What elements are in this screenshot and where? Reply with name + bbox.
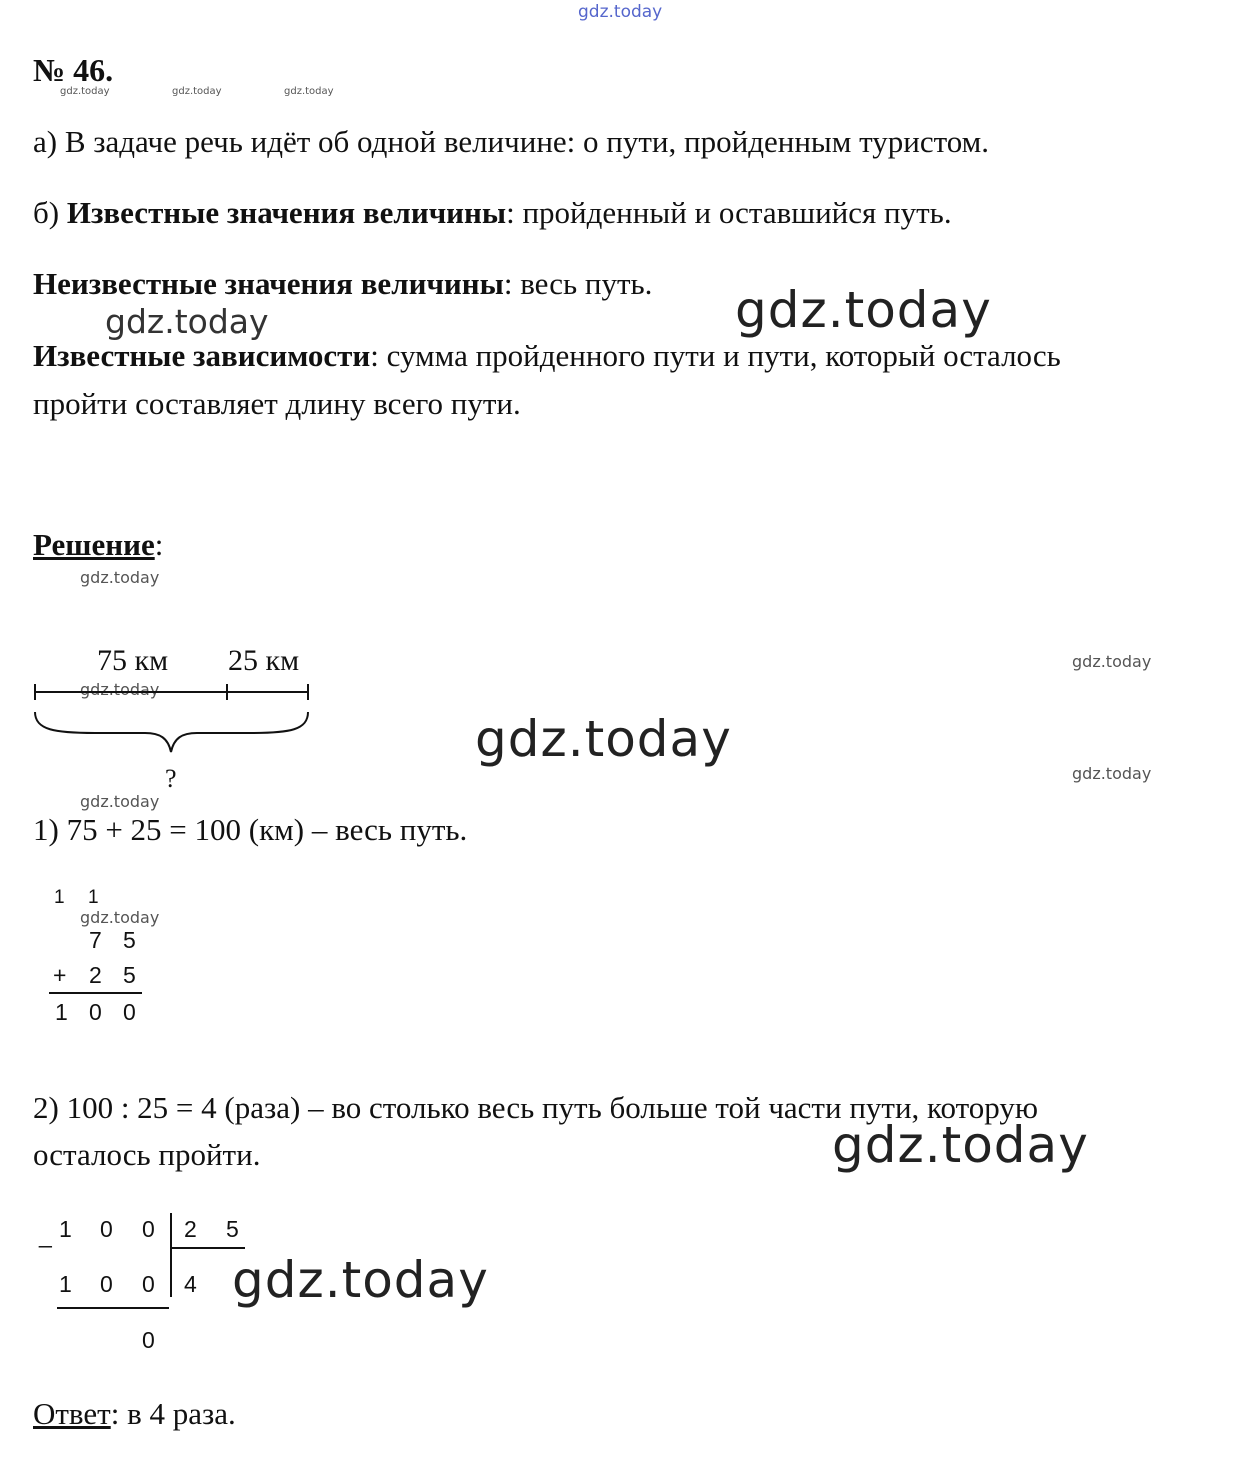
unknown-values-line xyxy=(33,266,652,302)
watermark-top: gdz.today xyxy=(578,2,663,22)
watermark: gdz.today xyxy=(80,680,160,699)
divisor-digit: 2 xyxy=(184,1216,197,1242)
unknown-values-text: : весь путь. xyxy=(503,266,653,301)
dependencies-text-2: пройти составляет длину всего пути. xyxy=(33,386,521,421)
dependencies-line xyxy=(33,338,1061,374)
watermark: gdz.today xyxy=(1072,764,1152,783)
step-1: 1) 75 + 25 = 100 (км) – весь путь. xyxy=(33,812,468,847)
solution-heading-line xyxy=(33,527,163,563)
step-2-line-2: осталось пройти. xyxy=(33,1137,261,1172)
addend-1-digit: 7 xyxy=(89,927,102,953)
remainder: 0 xyxy=(142,1327,155,1353)
watermark: gdz.today xyxy=(80,568,160,587)
watermark: gdz.today xyxy=(80,908,160,927)
carry-digit: 1 xyxy=(54,887,65,908)
dependencies-label: Известные зависимости xyxy=(33,338,371,373)
answer-label: Ответ xyxy=(33,1396,111,1431)
sum-digit: 1 xyxy=(55,999,68,1025)
addend-2-digit: 2 xyxy=(89,962,102,988)
subtract-digit: 0 xyxy=(100,1271,113,1297)
watermark: gdz.today xyxy=(735,281,992,339)
subtract-digit: 0 xyxy=(142,1271,155,1297)
plus-sign: + xyxy=(53,962,67,988)
sum-digit: 0 xyxy=(123,999,136,1025)
division-horizontal-rule xyxy=(170,1247,245,1249)
remainder-rule xyxy=(57,1307,169,1309)
problem-number: № 46. xyxy=(33,52,114,88)
watermark: gdz.today xyxy=(475,710,732,768)
dependencies-text-1: : сумма пройденного пути и пути, который осталось xyxy=(370,338,1061,373)
total-brace xyxy=(35,712,308,752)
solution-heading-colon: : xyxy=(154,527,164,562)
unknown-values-label: Неизвестные значения величины xyxy=(33,266,504,301)
addition-rule xyxy=(49,992,142,994)
watermark: gdz.today xyxy=(80,792,160,811)
sum-digit: 0 xyxy=(89,999,102,1025)
subtract-digit: 1 xyxy=(59,1271,72,1297)
quotient: 4 xyxy=(184,1271,197,1297)
part-a-text: а) В задаче речь идёт об одной величине: о пути, пройденным туристом. xyxy=(33,124,990,159)
minus-sign: _ xyxy=(39,1222,52,1248)
segment-diagram xyxy=(25,678,325,768)
addend-2-digit: 5 xyxy=(123,962,136,988)
known-values-line xyxy=(33,195,952,231)
dividend-digit: 0 xyxy=(142,1216,155,1242)
known-values-text: : пройденный и оставшийся путь. xyxy=(506,195,952,230)
step-2-line-1: 2) 100 : 25 = 4 (раза) – во столько весь путь больше той части пути, которую xyxy=(33,1090,1039,1125)
addend-1-digit: 5 xyxy=(123,927,136,953)
total-question-mark: ? xyxy=(165,764,177,793)
watermark: gdz.today xyxy=(832,1116,1089,1174)
watermark: gdz.today xyxy=(172,86,222,97)
part-b-prefix: б) xyxy=(33,195,67,230)
carry-digit: 1 xyxy=(88,887,99,908)
answer-line xyxy=(33,1396,236,1432)
dividend-digit: 0 xyxy=(100,1216,113,1242)
watermark: gdz.today xyxy=(284,86,334,97)
segment-2-label: 25 км xyxy=(228,644,300,677)
watermark: gdz.today xyxy=(1072,652,1152,671)
segment-1-label: 75 км xyxy=(97,644,169,677)
divisor-digit: 5 xyxy=(226,1216,239,1242)
division-vertical-rule xyxy=(170,1213,172,1297)
dividend-digit: 1 xyxy=(59,1216,72,1242)
known-values-label: Известные значения величины xyxy=(66,195,507,230)
watermark: gdz.today xyxy=(105,302,269,341)
answer-text: : в 4 раза. xyxy=(110,1396,236,1431)
solution-heading: Решение xyxy=(33,527,155,562)
watermark: gdz.today xyxy=(232,1251,489,1309)
watermark: gdz.today xyxy=(60,86,110,97)
